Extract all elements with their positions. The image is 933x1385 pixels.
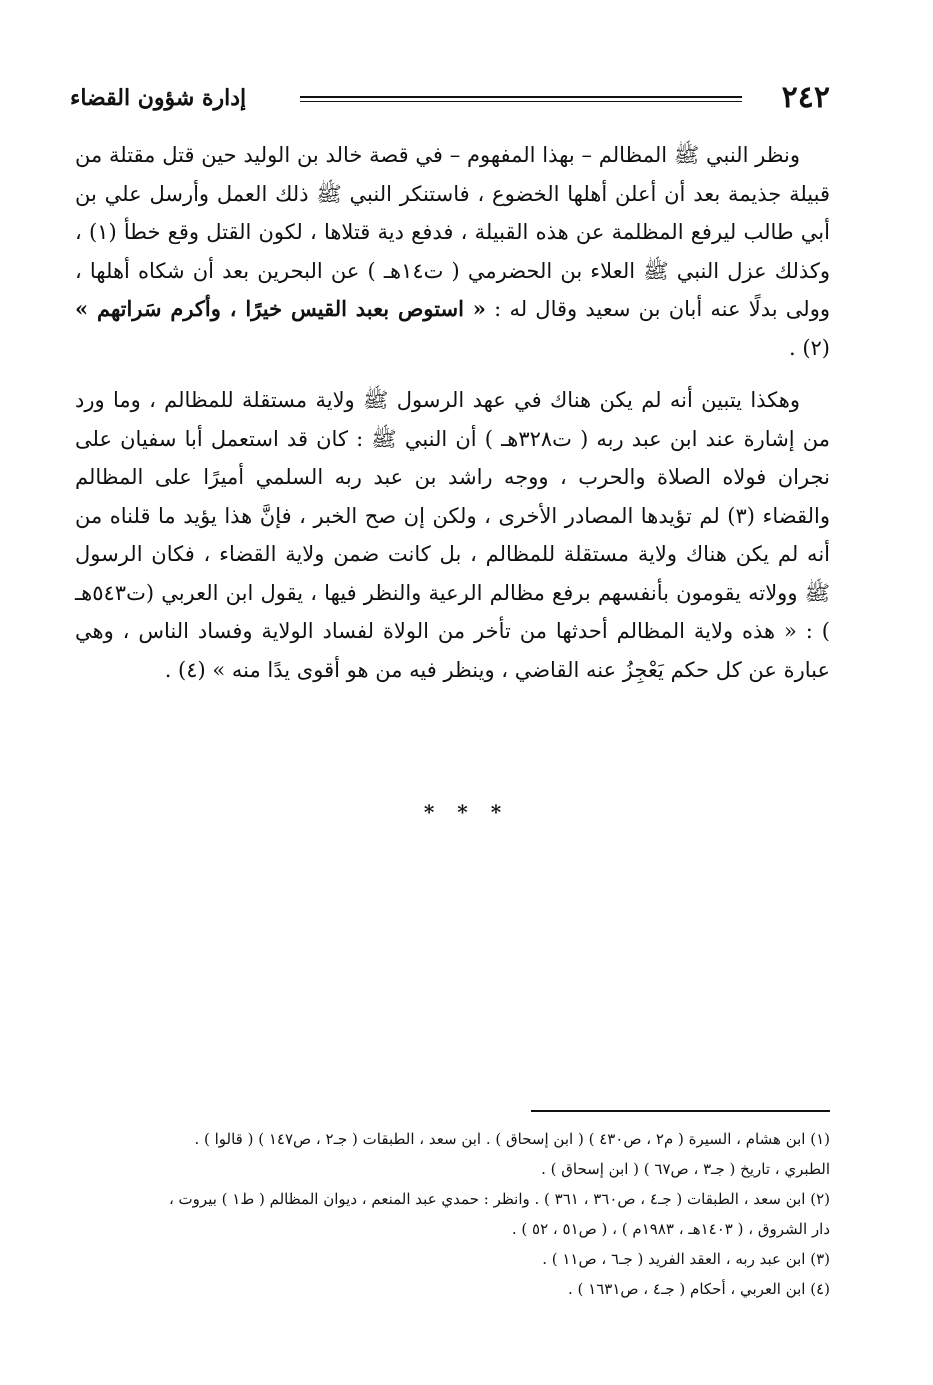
body-text xyxy=(75,136,830,689)
section-separator: * * * xyxy=(423,800,510,824)
footnote-line: (١) ابن هشام ، السيرة ( م٢ ، ص٤٣٠ ) ( ابن إسحاق ) . ابن سعد ، الطبقات ( جـ٢ ، ص١٤٧ ) ( قالوا ) . xyxy=(194,1130,830,1148)
footnote-line: (٣) ابن عبد ربه ، العقد الفريد ( جـ٦ ، ص١١ ) . xyxy=(542,1250,830,1268)
paragraph-1-text: ونظر النبي ﷺ المظالم – بهذا المفهوم – في قصة خالد بن الوليد حين قتل مقتلة من قبيلة جذيمة بعد أن أعلن أهلها الخضوع ، فاستنكر النبي ﷺ ذلك العمل وأرسل علي بن أبي طالب ليرفع المظلمة عن هذه القبيلة ، فدفع دية قتلاها ، لكون القتل وقع خطأ (١) ، وكذلك عزل النبي ﷺ العلاء بن الحضرمي ( ت١٤هـ ) عن البحرين بعد أن شكاه أهلها ، وولى بدلًا عنه أبان بن سعيد وقال له : xyxy=(75,143,831,321)
page-number: ٢٤٢ xyxy=(781,80,830,115)
running-title: إدارة شؤون القضاء xyxy=(70,85,247,111)
header-rule xyxy=(300,96,742,102)
paragraph-1 xyxy=(75,136,830,367)
page-header xyxy=(70,78,830,118)
footnote-line: (٢) ابن سعد ، الطبقات ( جـ٤ ، ص٣٦٠ ، ٣٦١ ) . وانظر : حمدي عبد المنعم ، ديوان المظالم ( ط١ ) بيروت ، xyxy=(168,1190,830,1208)
footnote-line: الطبري ، تاريخ ( جـ٣ ، ص٦٧ ) ( ابن إسحاق ) . xyxy=(541,1160,830,1178)
quote-bold: « استوص بعبد القيس خيرًا ، وأكرم سَراتهم » xyxy=(75,296,486,321)
paragraph-2: وهكذا يتبين أنه لم يكن هناك في عهد الرسول ﷺ ولاية مستقلة للمظالم ، وما ورد من إشارة عند ابن عبد ربه ( ت٣٢٨هـ ) أن النبي ﷺ : كان قد استعمل أبا سفيان على نجران فولاه الصلاة والحرب ، ووجه راشد بن عبد ربه السلمي أميرًا على المظالم والقضاء (٣) لم تؤيدها المصادر الأخرى ، ولكن إن صح الخبر ، فإنَّ هذا يؤيد ما قلناه من أنه لم يكن هناك ولاية مستقلة للمظالم ، بل كانت ضمن ولاية القضاء ، فكان الرسول ﷺ وولاته يقومون بأنفسهم برفع مظالم الرعية والنظر فيها ، يقول ابن العربي (ت٥٤٣هـ ) : « هذه ولاية المظالم أحدثها من تأخر من الولاة لفساد الولاية وفساد الناس ، وهي عبارة عن كل حكم يَعْجِزُ عنه القاضي ، وينظر فيه من هو أقوى يدًا منه » (٤) . xyxy=(75,388,831,682)
footnote-line: دار الشروق ، ( ١٤٠٣هـ ، ١٩٨٣م ) ، ( ص٥١ ، ٥٢ ) . xyxy=(511,1220,830,1238)
footnote-rule xyxy=(531,1110,830,1112)
paragraph-1-footnote-ref: (٢) . xyxy=(788,335,830,360)
footnote-line: (٤) ابن العربي ، أحكام ( جـ٤ ، ص١٦٣١ ) . xyxy=(568,1280,830,1298)
footnotes xyxy=(75,1124,830,1304)
